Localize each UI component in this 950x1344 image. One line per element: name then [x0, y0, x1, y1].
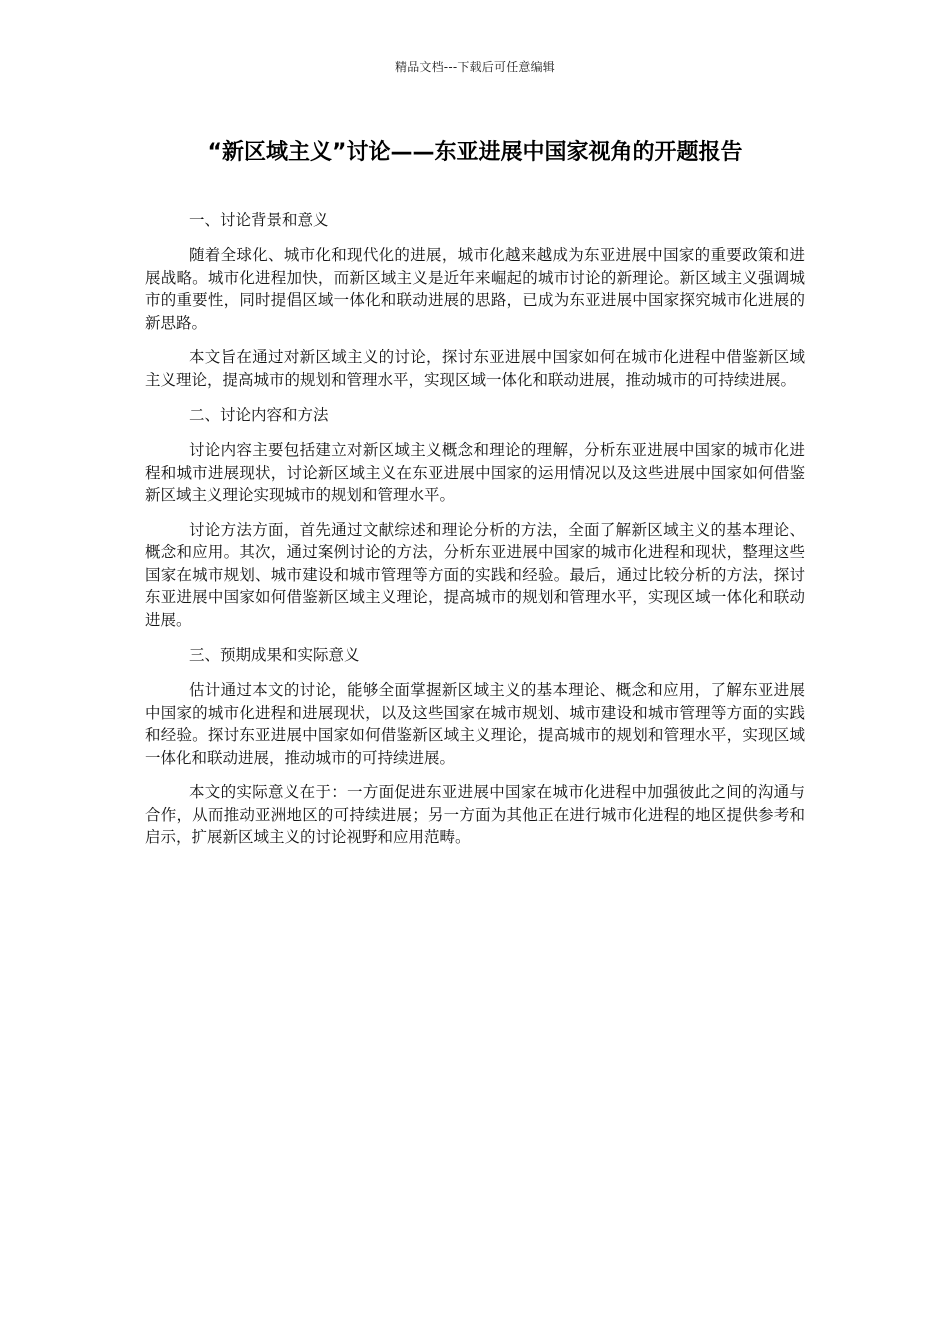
paragraph: 讨论内容主要包括建立对新区域主义概念和理论的理解，分析东亚进展中国家的城市化进程和城市进展现状，讨论新区域主义在东亚进展中国家的运用情况以及这些进展中国家如何借鉴新区域主义理论实现城市的规划和管理水平。 [145, 441, 805, 504]
document-title: “新区域主义”讨论——东亚进展中国家视角的开题报告 [207, 140, 743, 165]
paragraph: 讨论方法方面，首先通过文献综述和理论分析的方法，全面了解新区域主义的基本理论、概念和应用。其次，通过案例讨论的方法，分析东亚进展中国家的城市化进程和现状，整理这些国家在城市规划、城市建设和城市管理等方面的实践和经验。最后，通过比较分析的方法，探讨东亚进展中国家如何借鉴新区域主义理论，提高城市的规划和管理水平，实现区域一体化和联动进展。 [145, 520, 805, 629]
section-heading-background: 一、讨论背景和意义 [189, 211, 329, 229]
document-body [145, 208, 805, 849]
section-heading-content-methods: 二、讨论内容和方法 [189, 406, 329, 424]
paragraph: 随着全球化、城市化和现代化的进展，城市化越来越成为东亚进展中国家的重要政策和进展战略。城市化进程加快，而新区域主义是近年来崛起的城市讨论的新理论。新区域主义强调城市的重要性，同时提倡区域一体化和联动进展的思路，已成为东亚进展中国家探究城市化进展的新思路。 [145, 246, 805, 332]
paragraph: 本文的实际意义在于：一方面促进东亚进展中国家在城市化进程中加强彼此之间的沟通与合作，从而推动亚洲地区的可持续进展；另一方面为其他正在进行城市化进程的地区提供参考和启示，扩展新区域主义的讨论视野和应用范畴。 [145, 783, 805, 846]
paragraph: 估计通过本文的讨论，能够全面掌握新区域主义的基本理论、概念和应用，了解东亚进展中国家的城市化进程和进展现状，以及这些国家在城市规划、城市建设和城市管理等方面的实践和经验。探讨东亚进展中国家如何借鉴新区域主义理论，提高城市的规划和管理水平，实现区域一体化和联动进展，推动城市的可持续进展。 [145, 681, 805, 767]
header-note: 精品文档---下载后可任意编辑 [395, 60, 555, 74]
paragraph: 本文旨在通过对新区域主义的讨论，探讨东亚进展中国家如何在城市化进程中借鉴新区域主义理论，提高城市的规划和管理水平，实现区域一体化和联动进展，推动城市的可持续进展。 [145, 348, 805, 389]
section-heading-expected-results: 三、预期成果和实际意义 [189, 646, 360, 664]
